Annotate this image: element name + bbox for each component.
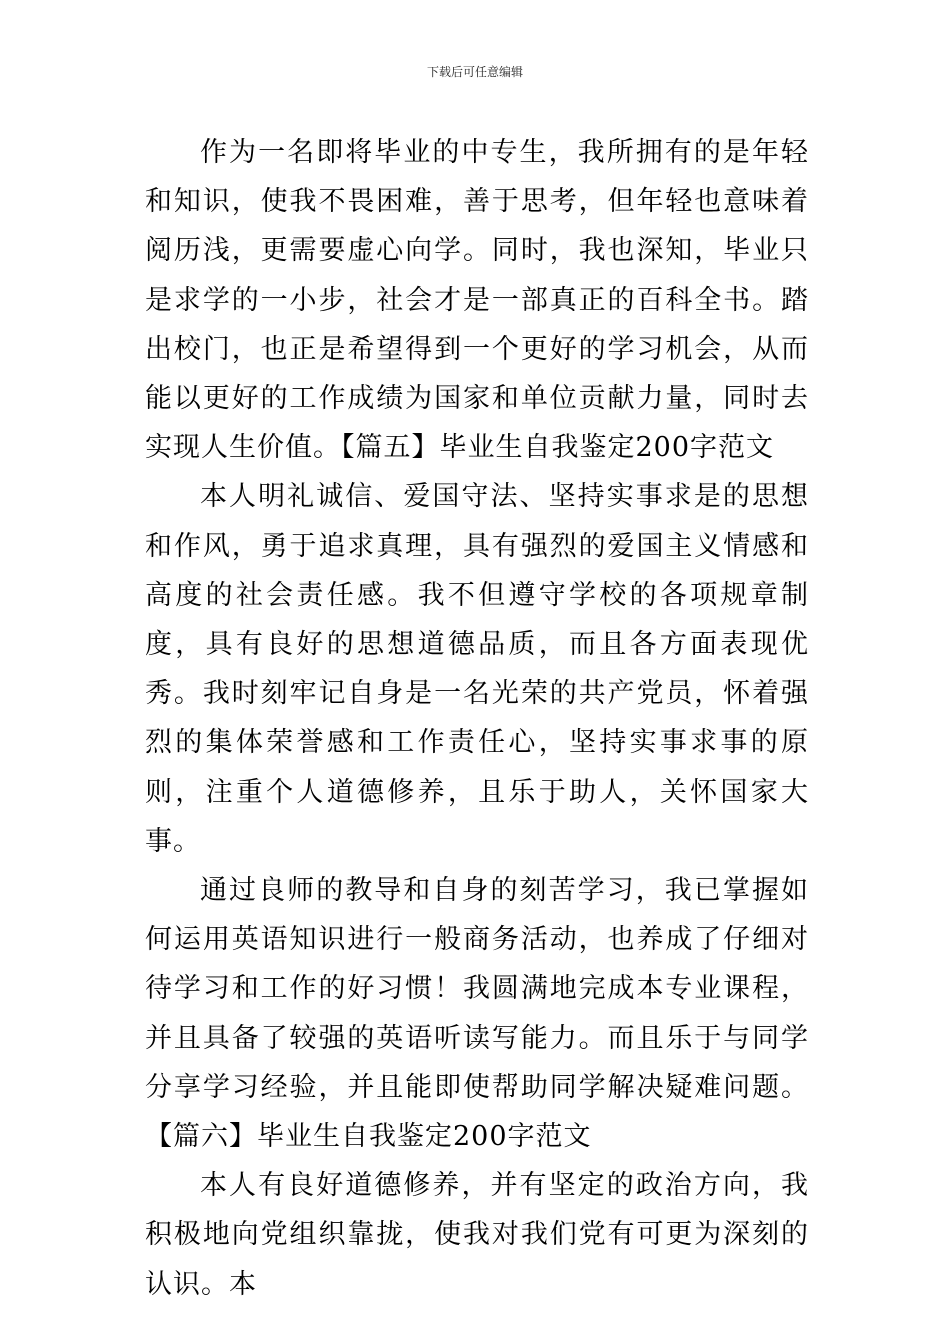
paragraph-2: 本人明礼诚信、爱国守法、坚持实事求是的思想和作风，勇于追求真理，具有强烈的爱国主义情感和高度的社会责任感。我不但遵守学校的各项规章制度，具有良好的思想道德品质，而且各方面表现优秀。我时刻牢记自身是一名光荣的共产党员，怀着强烈的集体荣誉感和工作责任心，坚持实事求事的原则，注重个人道德修养，且乐于助人，关怀国家大事。	[145, 481, 809, 857]
document-body	[145, 128, 809, 1309]
paragraph-1: 作为一名即将毕业的中专生，我所拥有的是年轻和知识，使我不畏困难，善于思考，但年轻也意味着阅历浅，更需要虚心向学。同时，我也深知，毕业只是求学的一小步，社会才是一部真正的百科全书。踏出校门，也正是希望得到一个更好的学习机会，从而能以更好的工作成绩为国家和单位贡献力量，同时去实现人生价值。【篇五】毕业生自我鉴定200字范文	[145, 137, 809, 464]
page-header: 下载后可任意编辑	[426, 65, 523, 79]
paragraph-3: 通过良师的教导和自身的刻苦学习，我已掌握如何运用英语知识进行一般商务活动，也养成了仔细对待学习和工作的好习惯！我圆满地完成本专业课程，并且具备了较强的英语听读写能力。而且乐于与同学分享学习经验，并且能即使帮助同学解决疑难问题。【篇六】毕业生自我鉴定200字范文	[145, 875, 809, 1153]
paragraph-4: 本人有良好道德修养，并有坚定的政治方向，我积极地向党组织靠拢，使我对我们党有可更为深刻的认识。本	[145, 1170, 809, 1300]
